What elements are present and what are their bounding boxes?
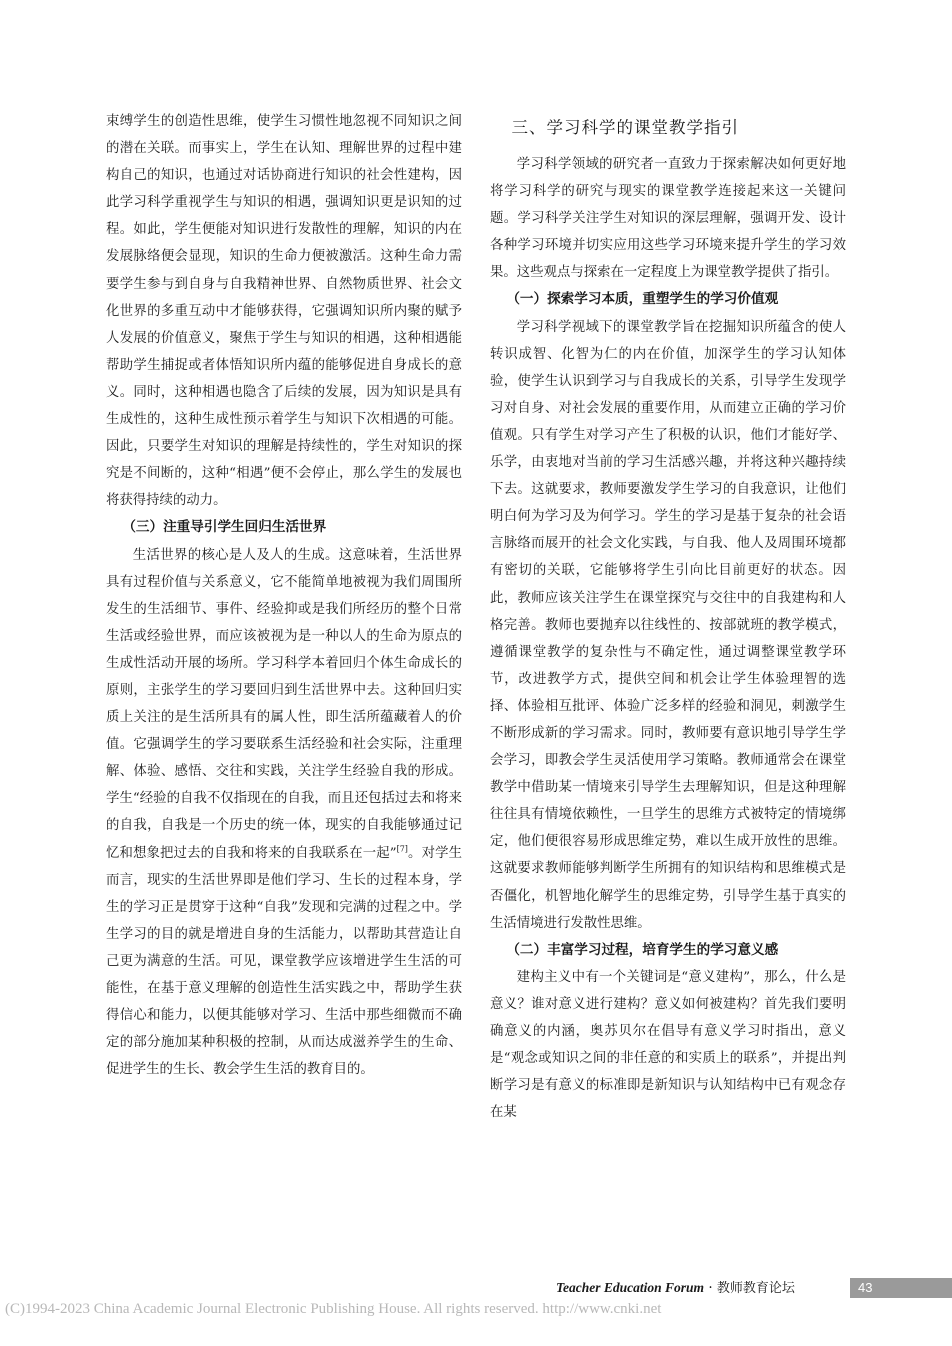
- right-column: [490, 108, 846, 1126]
- body-paragraph: 学习科学视域下的课堂教学旨在挖掘知识所蕴含的使人转识成智、化智为仁的内在价值，加深学生的学习认知体验，使学生认识到学习与自我成长的关系，引导学生发现学习对自身、对社会发展的重要作用，从而建立正确的学习价值观。只有学生对学习产生了积极的认识，他们才能好学、乐学，由衷地对当前的学习生活感兴趣，并将这种兴趣持续下去。这就要求，教师要激发学生学习的自我意识，让他们明白何为学习及为何学习。学生的学习是基于复杂的社会语言脉络而展开的社会文化实践，与自我、他人及周围环境都有密切的关联，它能够将学生引向比目前更好的状态。因此，教师应该关注学生在课堂探究与交往中的自我建构和人格完善。教师也要抛弃以往线性的、按部就班的教学模式，遵循课堂教学的复杂性与不确定性，通过调整课堂教学环节，改进教学方式，提供空间和机会让学生体验理智的选择、体验相互批评、体验广泛多样的经验和洞见，刺激学生不断形成新的学习需求。同时，教师要有意识地引导学生学会学习，即教会学生灵活使用学习策略。教师通常会在课堂教学中借助某一情境来引导学生去理解知识，但是这种理解往往具有情境依赖性，一旦学生的思维方式被特定的情境绑定，他们便很容易形成思维定势，难以生成开放性的思维。这就要求教师能够判断学生所拥有的知识结构和思维模式是否僵化，机智地化解学生的思维定势，引导学生基于真实的生活情境进行发散性思维。: [490, 319, 846, 931]
- section-heading: （一）探索学习本质，重塑学生的学习价值观: [506, 291, 779, 308]
- journal-name-zh: 教师教育论坛: [716, 1281, 795, 1296]
- body-paragraph: 建构主义中有一个关键词是“意义建构”，那么，什么是意义？谁对意义进行建构？意义如何被建构？首先我们要明确意义的内涵，奥苏贝尔在倡导有意义学习时指出，意义是“观念或知识之间的非任意的和实质上的联系”，并提出判断学习是有意义的标准即是新知识与认知结构中已有观念存在某: [490, 969, 846, 1121]
- body-paragraph: 束缚学生的创造性思维，使学生习惯性地忽视不同知识之间的潜在关联。而事实上，学生在认知、理解世界的过程中建构自己的知识，也通过对话协商进行知识的社会性建构，因此学习科学重视学生与知识的相遇，强调知识更是识知的过程。如此，学生便能对知识进行发散性的理解，知识的内在发展脉络便会显现，知识的生命力便被激活。这种生命力需要学生参与到自身与自我精神世界、自然物质世界、社会文化世界的多重互动中才能够获得，它强调知识所内聚的赋予人发展的价值意义，聚焦于学生与知识的相遇，这种相遇能帮助学生捕捉或者体悟知识所内蕴的能够促进自身成长的意义。同时，这种相遇也隐含了后续的发展，因为知识是具有生成性的，这种生成性预示着学生与知识下次相遇的可能。因此，只要学生对知识的理解是持续性的，学生对知识的探究是不间断的，这种“相遇”便不会停止，那么学生的发展也将获得持续的动力。: [106, 114, 462, 509]
- body-paragraph: 学习科学领域的研究者一直致力于探索解决如何更好地将学习科学的研究与现实的课堂教学连接起来这一关键问题。学习科学关注学生对知识的深层理解，强调开发、设计各种学习环境并切实应用这些学习环境来提升学生的学习效果。这些观点与探索在一定程度上为课堂教学提供了指引。: [490, 157, 846, 281]
- journal-name: [556, 1278, 795, 1298]
- section-heading: （三）注重导引学生回归生活世界: [122, 519, 327, 536]
- citation-reference[interactable]: [7]: [396, 844, 408, 854]
- separator: ·: [708, 1280, 713, 1296]
- left-column: [106, 108, 462, 1083]
- chapter-heading: 三、学习科学的课堂教学指引: [511, 118, 739, 137]
- page-number: 43: [850, 1278, 952, 1298]
- section-heading: （二）丰富学习过程，培育学生的学习意义感: [506, 941, 779, 958]
- copyright-notice: (C)1994-2023 China Academic Journal Electronic Publishing House. All rights reserved. http://www.cnki.net: [5, 1301, 662, 1317]
- paragraph-text: 。对学生而言，现实的生活世界即是他们学习、生长的过程本身，学生的学习正是贯穿于这种“自我”发现和完满的过程之中。学生学习的目的就是增进自身的生活能力，以帮助其营造让自己更为满意的生活。可见，课堂教学应该增进学生生活的可能性，在基于意义理解的创造性生活实践之中，帮助学生获得信心和能力，以便其能够对学习、生活中那些细微而不确定的部分施加某种积极的控制，从而达成滋养学生的生命、促进学生的生长、教会学生生活的教育目的。: [106, 845, 462, 1078]
- body-paragraph: [106, 542, 462, 1084]
- paragraph-text: 生活世界的核心是人及人的生成。这意味着，生活世界具有过程价值与关系意义，它不能简单地被视为我们周围所发生的生活细节、事件、经验抑或是我们所经历的整个日常生活或经验世界，而应该被视为是一种以人的生命为原点的生成性活动开展的场所。学习科学本着回归个体生命成长的原则，主张学生的学习要回归到生活世界中去。这种回归实质上关注的是生活所具有的属人性，即生活所蕴藏着人的价值。它强调学生的学习要联系生活经验和社会实际，注重理解、体验、感悟、交往和实践，关注学生经验自我的形成。学生“经验的自我不仅指现在的自我，而且还包括过去和将来的自我，自我是一个历史的统一体，现实的自我能够通过记忆和想象把过去的自我和将来的自我联系在一起”: [106, 547, 462, 861]
- journal-name-en: Teacher Education Forum: [556, 1280, 705, 1295]
